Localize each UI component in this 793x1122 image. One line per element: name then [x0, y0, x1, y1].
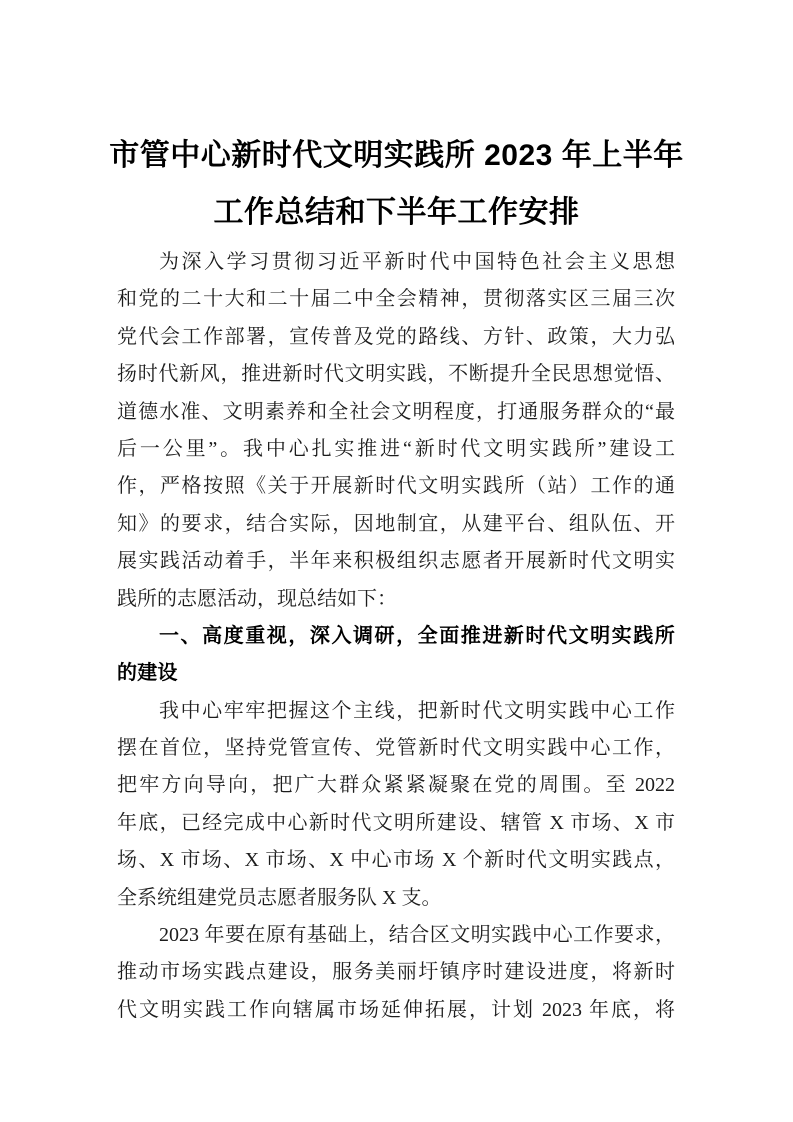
document-body: [117, 244, 675, 1029]
page-title-line-1: 市管中心新时代文明实践所 2023 年上半年: [109, 139, 684, 172]
body-line: 全系统组建党员志愿者服务队 X 支。: [117, 886, 442, 909]
body-line: 代文明实践工作向辖属市场延伸拓展，计划 2023 年底，将: [117, 998, 675, 1021]
document-title: [0, 127, 793, 241]
body-line: 党代会工作部署，宣传普及党的路线、方针、政策，大力弘: [117, 325, 675, 348]
body-line: 知》的要求，结合实际，因地制宜，从建平台、组队伍、开: [117, 512, 675, 535]
body-line: 我中心牢牢把握这个主线，把新时代文明实践中心工作: [159, 699, 675, 722]
body-line: 把牢方向导向，把广大群众紧紧凝聚在党的周围。至 2022: [117, 774, 675, 797]
body-line: 扬时代新风，推进新时代文明实践，不断提升全民思想觉悟、: [117, 363, 675, 386]
body-line: 摆在首位，坚持党管宣传、党管新时代文明实践中心工作，: [117, 737, 675, 760]
body-line: 推动市场实践点建设，服务美丽圩镇序时建设进度，将新时: [117, 961, 675, 984]
body-line: 践所的志愿活动，现总结如下：: [117, 587, 397, 610]
body-line: 年底，已经完成中心新时代文明所建设、辖管 X 市场、X 市: [117, 811, 675, 834]
body-line: 为深入学习贯彻习近平新时代中国特色社会主义思想: [159, 251, 675, 273]
section-heading-line: 的建设: [117, 662, 178, 685]
page-title-line-2: 工作总结和下半年工作安排: [213, 196, 580, 229]
body-line: 道德水准、文明素养和全社会文明程度，打通服务群众的“最: [117, 400, 675, 423]
body-line: 2023 年要在原有基础上，结合区文明实践中心工作要求，: [159, 924, 675, 947]
body-line: 后一公里”。我中心扎实推进“新时代文明实践所”建设工: [117, 437, 675, 460]
body-line: 作，严格按照《关于开展新时代文明实践所（站）工作的通: [117, 475, 675, 498]
section-heading-line: 一、高度重视，深入调研，全面推进新时代文明实践所: [159, 624, 675, 647]
body-line: 和党的二十大和二十届二中全会精神，贯彻落实区三届三次: [117, 288, 675, 311]
body-line: 展实践活动着手，半年来积极组织志愿者开展新时代文明实: [117, 550, 675, 573]
body-line: 场、X 市场、X 市场、X 中心市场 X 个新时代文明实践点，: [117, 849, 675, 872]
